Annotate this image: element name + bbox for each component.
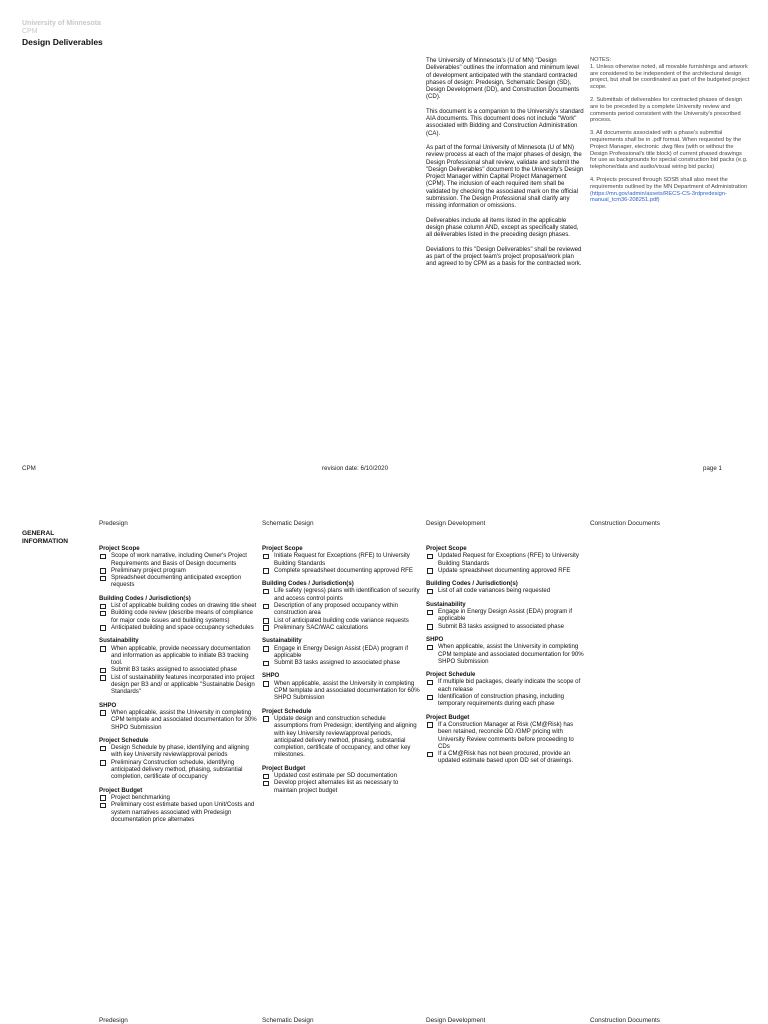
- section-title: Sustainability: [262, 637, 302, 645]
- section-title: Project Schedule: [262, 707, 312, 715]
- deliverable-section: [426, 636, 584, 665]
- column-header-design-development: Design Development: [426, 520, 486, 527]
- column-header-construction-documents-next: Construction Documents: [590, 1017, 660, 1024]
- checklist-item[interactable]: When applicable, assist the University in completing CPM template and associated documentation for 30% SHPO Submission: [99, 709, 257, 731]
- checklist-item[interactable]: Engage in Energy Design Assist (EDA) program if applicable: [426, 608, 584, 623]
- note-item-text: 4. Projects procured through SDSB shall also meet the requirements outlined by the MN Department of Administration: [590, 176, 748, 190]
- checklist-item[interactable]: List of anticipated building code variance requests: [262, 617, 420, 624]
- checklist-item[interactable]: If a CM@Risk has not been procured, provide an updated estimate based upon DD set of drawings.: [426, 750, 584, 765]
- checklist-item[interactable]: Develop project alternates list as necessary to maintain project budget: [262, 779, 420, 794]
- section-title: Project Scope: [426, 545, 467, 552]
- checklist-item[interactable]: Submit B3 tasks assigned to associated phase: [99, 666, 257, 673]
- checklist-item[interactable]: Design Schedule by phase, identifying and aligning with key University review/approval periods: [99, 744, 257, 759]
- notes-heading: NOTES:: [590, 57, 612, 63]
- section-title: Project Budget: [426, 713, 470, 721]
- checklist: [262, 587, 420, 631]
- note-item: 2. Submittals of deliverables for contracted phases of design are to be preceded by a complete University review and comments period consistent with the University's prescribed process.: [590, 96, 743, 124]
- checklist-item[interactable]: Preliminary cost estimate based upon Unit/Costs and system narratives associated with Predesign documentation price alternates: [99, 801, 257, 823]
- deliverable-section: [426, 601, 584, 630]
- checklist-item[interactable]: Updated cost estimate per SD documentation: [262, 772, 420, 779]
- checklist-item[interactable]: When applicable, assist the University in completing CPM template and associated documentation for 90% SHPO Submission: [426, 643, 584, 665]
- section-title: Project Budget: [262, 764, 306, 772]
- deliverable-section: [426, 671, 584, 707]
- column-header-design-development-next: Design Development: [426, 1017, 486, 1024]
- column-header-schematic-design: Schematic Design: [262, 520, 314, 527]
- section-label: GENERAL INFORMATION: [22, 530, 69, 545]
- org-label: CPM: [22, 28, 38, 35]
- checklist-item[interactable]: Engage in Energy Design Assist (EDA) program if applicable: [262, 645, 420, 660]
- checklist: [99, 645, 257, 696]
- intro-paragraph: As part of the formal University of Minnesota (U of MN) review process at each of the major phases of design, the Design Professional shall review, validate and submit the "Design Deliverables" document to the University's Design Project Manager within Capital Project Management (CPM). The inclusion of each required item shall be validated by checking the associated mark on the official submission. The Design Professional shall clarify any missing information or omissions.: [426, 143, 584, 210]
- deliverable-section: [262, 545, 420, 574]
- deliverable-section: [99, 737, 257, 781]
- checklist: [426, 678, 584, 707]
- column-header-predesign-next: Predesign: [99, 1017, 128, 1024]
- checklist-item[interactable]: Life safety (egress) plans with identification of security and access control points: [262, 587, 420, 602]
- intro-text: [426, 57, 584, 274]
- section-title: Project Scope: [99, 545, 140, 552]
- deliverable-section: [262, 672, 420, 701]
- checklist-item[interactable]: Preliminary Construction schedule, identifying anticipated delivery method, phasing, substantial completion, certificate of occupancy: [99, 759, 257, 781]
- deliverable-section: [99, 637, 257, 695]
- deliverable-section: [426, 714, 584, 765]
- checklist-item[interactable]: Update design and construction schedule assumptions from Predesign; identifying and aligning with key University review/approval periods, anticipated delivery method, phasing, substantial completion, certificate of occupancy, and other key milestones.: [262, 715, 420, 759]
- checklist-item[interactable]: Identification of construction phasing, including temporary requirements during each phase: [426, 693, 584, 708]
- checklist: [99, 602, 257, 631]
- note-link[interactable]: (https://mn.gov/admin/assets/RECS-CS-3rdpredesign-manual_tcm36-208251.pdf): [590, 190, 727, 204]
- section-title: Sustainability: [99, 637, 139, 645]
- checklist: [262, 715, 420, 759]
- checklist-item[interactable]: Scope of work narrative, including Owner's Project Requirements and Basis of Design documents: [99, 552, 257, 567]
- checklist: [262, 645, 420, 667]
- checklist-item[interactable]: Building code review (describe means of compliance for major code issues and building systems): [99, 609, 257, 624]
- checklist: [99, 709, 257, 731]
- intro-paragraph: Deliverables include all items listed in the applicable design phase column AND, except as specifically stated, all deliverables listed in the preceding design phases.: [426, 216, 579, 239]
- column-predesign: [99, 545, 257, 829]
- section-title: Building Codes / Jurisdiction(s): [99, 594, 191, 602]
- checklist-item[interactable]: Initiate Request for Exceptions (RFE) to University Building Standards: [262, 552, 420, 567]
- deliverable-section: [426, 580, 584, 595]
- intro-paragraph: This document is a companion to the University's standard AIA documents. This document does not include "Work" associated with Bidding and Construction Administration (CA).: [426, 107, 584, 137]
- intro-paragraph: The University of Minnesota's (U of MN) "Design Deliverables" outlines the information and minimum level of development anticipated with the standard contracted phases of design: Predesign, Schematic Design (SD), Design Development (DD), and Construction Documents (CD).: [426, 57, 580, 101]
- note-item: 3. All documents associated with a phase's submittal requirements shall be in .pdf format. When requested by the Project Manager, electronic .dwg files (with or without the Design Professional's title block) of current phased drawings for use as backgrounds for special construction bid packs (e.g. telephone/data and audio/visual wiring bid packs): [590, 130, 748, 171]
- section-title: Project Scope: [262, 545, 303, 552]
- checklist-item[interactable]: If a Construction Manager at Risk (CM@Risk) has been retained, reconcile DD /GMP pricing with University Review comments before proceeding to CDs: [426, 721, 584, 750]
- column-design-development: [426, 545, 584, 771]
- checklist-item[interactable]: Anticipated building and space occupancy schedules: [99, 624, 257, 631]
- section-title: Project Schedule: [99, 736, 149, 744]
- checklist-item[interactable]: Update spreadsheet documenting approved RFE: [426, 567, 584, 574]
- deliverable-section: [262, 708, 420, 759]
- section-title: SHPO: [262, 672, 280, 680]
- section-title: SHPO: [426, 635, 444, 643]
- checklist-item[interactable]: Description of any proposed occupancy within construction area: [262, 602, 420, 617]
- checklist-item[interactable]: Complete spreadsheet documenting approved RFE: [262, 567, 420, 574]
- deliverable-section: [99, 595, 257, 631]
- checklist-item[interactable]: If multiple bid packages, clearly indicate the scope of each release: [426, 678, 584, 693]
- checklist-item[interactable]: Preliminary project program: [99, 567, 257, 574]
- section-title: SHPO: [99, 701, 117, 709]
- checklist-item[interactable]: When applicable, provide necessary documentation and information as applicable to initiate B3 tracking tool.: [99, 645, 257, 667]
- checklist: [426, 552, 584, 574]
- checklist: [426, 587, 584, 594]
- intro-paragraph: Deviations to this "Design Deliverables" shall be reviewed as part of the project team's project proposal/work plan and agreed to by CPM as a basis for the contracted work.: [426, 245, 582, 268]
- checklist-item[interactable]: List of all code variances being requested: [426, 587, 584, 594]
- checklist-item[interactable]: Submit B3 tasks assigned to associated phase: [262, 659, 420, 666]
- document-title: Design Deliverables: [22, 37, 103, 47]
- section-title: Project Schedule: [426, 671, 476, 679]
- checklist: [426, 721, 584, 765]
- deliverable-section: [99, 545, 257, 589]
- checklist: [426, 608, 584, 630]
- checklist-item[interactable]: Submit B3 tasks assigned to associated phase: [426, 623, 584, 630]
- checklist: [262, 772, 420, 794]
- section-title: Building Codes / Jurisdiction(s): [262, 580, 354, 588]
- column-header-predesign: Predesign: [99, 520, 128, 527]
- checklist: [99, 794, 257, 823]
- deliverable-section: [262, 637, 420, 666]
- deliverable-section: [426, 545, 584, 574]
- checklist-item[interactable]: When applicable, assist the University in completing CPM template and associated documentation for 60% SHPO Submission: [262, 680, 420, 702]
- footer-page-number: page 1: [703, 465, 722, 472]
- university-label: University of Minnesota: [22, 20, 101, 27]
- checklist-item[interactable]: Preliminary SAC/WAC calculations: [262, 624, 420, 631]
- note-item: [590, 177, 750, 204]
- checklist: [99, 744, 257, 780]
- footer-revision-date: revision date: 6/10/2020: [322, 465, 389, 472]
- checklist: [426, 643, 584, 665]
- checklist-item[interactable]: List of applicable building codes on drawing title sheet: [99, 602, 257, 609]
- section-title: Building Codes / Jurisdiction(s): [426, 580, 518, 588]
- column-schematic-design: [262, 545, 420, 800]
- deliverable-section: [262, 765, 420, 794]
- checklist: [262, 552, 420, 574]
- column-header-construction-documents: Construction Documents: [590, 520, 660, 527]
- checklist-item[interactable]: List of sustainability features incorporated into project design per B3 and/ or applicable "Sustainable Design Standards": [99, 674, 257, 696]
- footer-org: CPM: [22, 465, 36, 472]
- checklist: [99, 552, 257, 588]
- section-title: Sustainability: [426, 600, 466, 608]
- notes-block: [590, 57, 750, 210]
- deliverable-section: [262, 580, 420, 631]
- checklist-item[interactable]: Updated Request for Exceptions (RFE) to University Building Standards: [426, 552, 584, 567]
- deliverable-section: [99, 702, 257, 731]
- column-header-schematic-design-next: Schematic Design: [262, 1017, 314, 1024]
- checklist-item[interactable]: Spreadsheet documenting anticipated exception requests: [99, 574, 257, 589]
- section-title: Project Budget: [99, 786, 143, 794]
- checklist-item[interactable]: Project benchmarking: [99, 794, 257, 801]
- checklist: [262, 680, 420, 702]
- deliverable-section: [99, 787, 257, 823]
- note-item: 1. Unless otherwise noted, all movable furnishings and artwork are considered to be independent of the architectural design project, but shall be coordinated as part of the budgeted project scope.: [590, 63, 750, 91]
